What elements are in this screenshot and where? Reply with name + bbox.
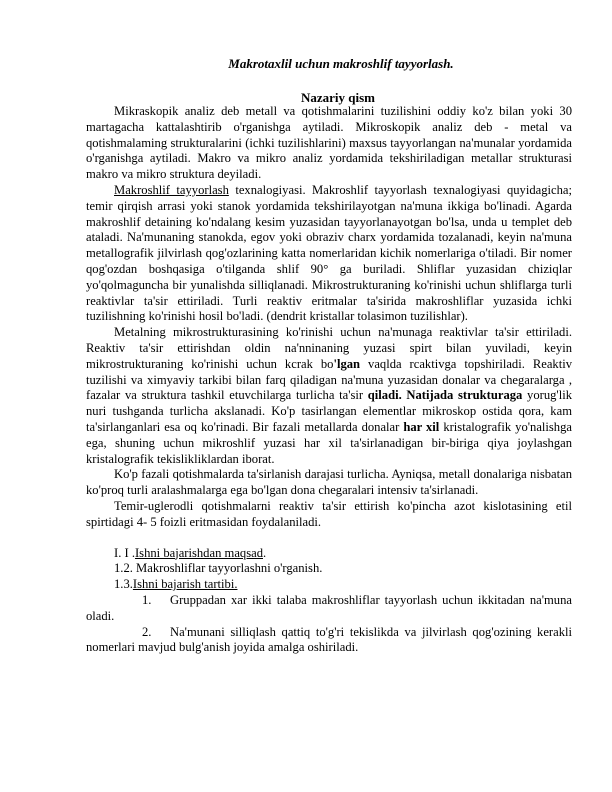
- list-item-1-underlined: Ishni bajarishdan maqsad: [134, 545, 263, 560]
- step-1-text: Gruppadan xar ikki talaba makroshliflar tayyorlash uchun ikkitadan na'muna oladi.: [86, 592, 572, 623]
- paragraph-3-text-c: vaqlda rcaktivga topshiriladi. Reaktiv tuzilishi va ximyaviy tarkibi bilan farq qiladigan na'muna yuzasidan donalar va chegaralarga , fazalar va struktura tashkil etuvchilarga turlicha ta'sir: [86, 356, 572, 403]
- bold-fragment-2: qiladi. Natijada strukturaga: [367, 388, 523, 403]
- list-item-3-prefix: 1.3.: [114, 577, 133, 592]
- paragraph-3: [86, 325, 572, 467]
- list-item-3: [86, 577, 572, 593]
- paragraph-3-text-e: kristalografik yo'nalishga ega, shuning uchun mikroshlif yuzasi har xil ta'sirlanadigan bir-biriga qiya joylashgan kristalografik tekislikliklardan iborat.: [86, 419, 572, 466]
- underlined-term: Makroshlif tayyorlash: [114, 182, 229, 197]
- paragraph-5: Temir-uglerodli qotishmalarni reaktiv ta'sir ettirish ko'pincha azot kislotasining etil spirtidagi 4- 5 foizli eritmasidan foydalaniladi.: [86, 498, 572, 529]
- step-2-text: Na'munani silliqlash qattiq to'g'ri tekislikda va jilvirlash qog'ozining kerakli nomerlari mavjud bulg'anish joyida amalga oshiriladi.: [86, 624, 572, 655]
- numbered-step-2: [86, 625, 572, 657]
- list-item-1: [86, 546, 572, 562]
- document-body: [86, 104, 572, 656]
- paragraph-2: [86, 183, 572, 325]
- paragraph-1: Mikraskopik analiz deb metall va qotishmalarini tuzilishini oddiy ko'z bilan yoki 30 martagacha kattalashtirib o'rganishga aytiladi. Mikroskopik analiz deb - metal va qotishmalaming strukturalarini (ichki tuzilishlarini) maxsus tayyorlangan na'munalar yordamida o'rganishga aytiladi. Makro va mikro analiz yordamida tekshiriladigan metallar strukturasi makro va mikro struktura deyiladi.: [86, 104, 572, 182]
- bold-fragment-1: 'lgan: [333, 356, 361, 371]
- list-item-1-suffix: .: [263, 545, 267, 560]
- paragraph-3-text-a: Metalning mikrostrukturasining ko'rinishi uchun na'munaga reaktivlar ta'sir ettiriladi. Reaktiv ta'sir ettirishdan oldin na'nninaning yuzasi spirt bilan yuviladi, keyin mikrostrukturaning ko'rinishi uchun kcrak bo: [86, 325, 572, 371]
- paragraph-4: Ko'p fazali qotishmalarda ta'sirlanish darajasi turlicha. Ayniqsa, metall donalariga nisbatan ko'proq turli aralashmalarga ega bo'lgan dona chegaralari intensiv ta'sirlanadi.: [86, 467, 572, 498]
- section-heading: Nazariy qism: [300, 90, 376, 105]
- paragraph-3-text-d: yorug'lik nuri tushganda turlicha akslanadi. Ko'p tasirlangan elementlar mikroskop ostida qora, kam ta'sirlanganlari esa oq ko'rinadi. Bir fazali metallarda donalar: [86, 388, 572, 434]
- bold-fragment-3: har xil: [403, 419, 440, 434]
- document-title: Makrotaxlil uchun makroshlif tayyorlash.: [228, 56, 454, 71]
- paragraph-2-text: texnalogiyasi. Makroshlif tayyorlash texnalogiyasi quyidagicha; temir qirqish arrasi yoki stanok yordamida tekshirilayotgan na'muna ikkiga bo'linadi. Agarda makroshlif detaining ko'ndalang kesim yuzasidan tayyorlanayotgan bo'lsa, unda u templet deb ataladi. Na'munaning stanokda, egov yoki obraziv charx yordamida tozalanadi, keyin na'muna metallografik jilvirlash qog'ozlarining katta nomerlaridan kichik nomerlariga o'tiladi. Bir nomer qog'ozdan boshqasiga o'tilganda shlif 90° ga buriladi. Shliflar yuzasidan chiziqlar yo'qolmaguncha bir yunalishda silliqlanadi. Mikrostrukturaning ko'rinishi uchun shliflarga turli reaktivlar ta'sir ettiriladi. Turli reaktiv eritmalar ta'sirida makroshliflar yuzasida ichki tuzilishning ko'rinishi hosil bo'ladi. (dendrit kristallar tolasimon tuzilishlar).: [86, 182, 572, 324]
- step-1-number: 1.: [142, 592, 152, 607]
- list-item-3-underlined: Ishni bajarish tartibi.: [132, 577, 238, 592]
- step-2-number: 2.: [142, 624, 152, 639]
- list-item-1-prefix: I. I .: [114, 545, 135, 560]
- task-list: [86, 546, 572, 593]
- numbered-step-1: [86, 593, 572, 625]
- list-item-2: 1.2. Makroshliflar tayyorlashni o'rganish.: [114, 561, 323, 576]
